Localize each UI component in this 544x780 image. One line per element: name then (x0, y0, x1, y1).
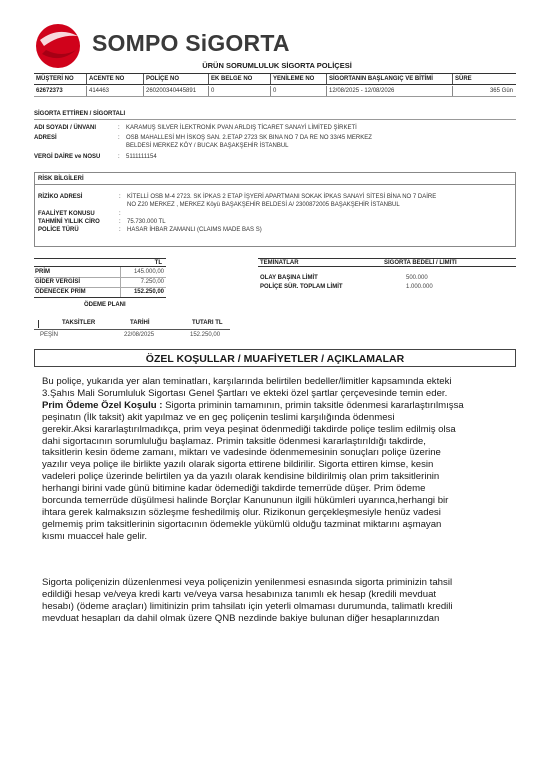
colon: : (119, 227, 121, 233)
insured-address-line1: OSB MAHALLESİ MH İSKOŞ SAN. 2.ETAP 2723 SK BINA NO 7 DA RE NO 33/45 MERKEZ (126, 135, 372, 141)
text-line: ihtara gerek kalmaksızın sözleşme feshedilmiş olur. Rizikonun gerçekleşmesiyle henüz vadesi (42, 506, 441, 518)
text-line (42, 400, 506, 412)
coverage-row-value: 500.000 (406, 275, 428, 281)
colon: : (118, 154, 120, 160)
qnb-notice-text (42, 577, 506, 625)
text-line: vadeleri poliçe üzerinde belirtilen ya da yazılı olarak kendisine bildirilmiş olan prim taksitlerinin (42, 471, 440, 483)
insured-address-label: ADRESİ (34, 135, 57, 141)
special-conditions-title: ÖZEL KOŞULLAR / MUAFİYETLER / AÇIKLAMALAR (145, 353, 405, 365)
col-renewal-no: YENİLEME NO (271, 74, 327, 84)
col-agent-no: ACENTE NO (87, 74, 144, 84)
col-policy-no: POLİÇE NO (144, 74, 209, 84)
colon: : (119, 194, 121, 200)
installments-header: TAKSİTLER (62, 320, 96, 326)
text-line: hesabı) (ödeme araçları) limitinizin prim tahsilatı için yeterli olmaması durumunda, talimatlı kredili (42, 600, 453, 612)
customer-no-value: 62672373 (34, 86, 87, 96)
col-customer-no: MÜŞTERİ NO (34, 74, 87, 84)
divider (34, 119, 516, 120)
amount-header: TUTARI TL (192, 320, 223, 326)
document-title: ÜRÜN SORUMLULUK SİGORTA POLİÇESİ (202, 61, 352, 70)
amount-value: 152.250,00 (190, 332, 221, 338)
renewal-no-value: 0 (271, 86, 327, 96)
premium-currency: TL (154, 260, 162, 266)
colon: : (119, 219, 121, 225)
special-conditions-text (42, 376, 506, 543)
special-conditions-box (34, 349, 516, 367)
policy-type-value: HASAR İHBAR ZAMANLI (CLAIMS MADE BAS S) (127, 227, 262, 233)
policy-no-value: 260200340445891 (144, 86, 209, 96)
tax-office-value: 5111111154 (126, 154, 157, 160)
colon: : (118, 135, 120, 141)
tax-label: GİDER VERGİSİ (35, 279, 81, 285)
coverage-header (258, 258, 516, 267)
date-header: TARİHİ (130, 320, 150, 326)
period-value: 12/08/2025 - 12/08/2026 (327, 86, 453, 96)
divider (34, 329, 230, 330)
text-line: dahi sigortacının sorumluluğu başlamaz. Primin taksitle ödenmesi kararlaştırıldığı takdirde, (42, 435, 426, 447)
revenue-value: 75.730.000 TL (127, 219, 166, 225)
duration-value: 365 Gün (489, 88, 513, 94)
text-line: peşinatın (İlk taksit) akit yapılmaz ve en geç poliçenin teslimi karşılığında ödenmesi (42, 411, 395, 423)
tax-office-label: VERGİ DAİRE ve NOSU (34, 154, 101, 160)
text-line: mevduat hesapları da dahil olmak üzere QNB nezdinde bakiye bulunan diğer hesaplarınızdan (42, 612, 440, 624)
text-line: 3.Şahıs Mali Sorumluluk Sigortası Genel Şartları ve ekteki özel şartlar çerçevesinde temin eder. (42, 387, 448, 399)
payment-condition-heading: Prim Ödeme Özel Koşulu : (42, 399, 163, 411)
endorsement-no-value: 0 (209, 86, 271, 96)
premium-table (34, 258, 166, 300)
coverage-table (258, 258, 516, 300)
payable-value: 152.250,00 (133, 289, 164, 295)
risk-section-title: RİSK BİLGİLERİ (38, 176, 84, 182)
premium-value: 145.000,00 (133, 269, 164, 275)
policy-values-row (34, 86, 516, 97)
colon: : (118, 125, 120, 131)
risk-address-line1: KİTELLİ OSB M-4 2723. SK İPKAS 2 ETAP İŞYERİ APARTMANI SOKAK İPKAS SANAYİ SİTESİ BİNA NO 7 DAİRE (127, 194, 437, 200)
text-line: edildiği hesap ve/veya kredi kartı ve/veya varsa hesabınıza tanımlı ek hesap (kredili mevduat (42, 588, 437, 600)
premium-label: PRİM (35, 269, 50, 275)
divider (120, 267, 121, 297)
tax-value: 7.250,00 (140, 279, 164, 285)
revenue-label: TAHMİNİ YILLIK CİRO (38, 219, 100, 225)
brand-name: SOMPO SiGORTA (92, 30, 290, 56)
installment-value: PEŞİN (40, 332, 59, 338)
coverage-col-right: SİGORTA BEDELİ / LİMİTİ (384, 260, 457, 266)
text-line: gerekir.Aksi kararlaştırılmadıkça, prim veya peşinat ödenmediği takdirde poliçe teslim edilmiş olsa (42, 423, 456, 435)
payment-plan-table (34, 318, 234, 340)
risk-section (34, 172, 516, 247)
divider (35, 184, 515, 185)
text-line: Sigorta priminin tamamının, primin taksitle ödenmesi kararlaştırılmışsa (162, 399, 464, 411)
insured-name-label: ADI SOYADI / ÜNVANI (34, 125, 97, 131)
text-line: taksitlerin kesin ödeme zamanı, miktarı ve vadesinde ödenmemesinin sonuçları poliçe üzerine (42, 447, 441, 459)
agent-no-value: 414463 (87, 86, 144, 96)
text-line: herhangi birini vade günü bitimine kadar ödemediği takdirde temerrüde düşer. Prim ödeme (42, 483, 426, 495)
text-line: Sigorta poliçenizin düzenlenmesi veya poliçenizin yenilenmesi esnasında sigorta priminizin tahsil (42, 577, 453, 588)
risk-address-line2: NO Z20 MERKEZ , MERKEZ Köyü BAŞAKŞEHİR BELDESİ A/ 2300872005 BAŞAKŞEHİR İSTANBUL (127, 202, 400, 208)
policy-type-label: POLİCE TÜRÜ (38, 227, 79, 233)
premium-header (34, 258, 166, 267)
col-endorsement-no: EK BELGE NO (209, 74, 271, 84)
text-line: gelmemiş prim taksitlerinin sigortacının ödemekle yükümlü olduğu tazminat miktarını aşmayan (42, 518, 442, 530)
divider (38, 320, 39, 328)
policy-header-table (34, 73, 516, 97)
colon: : (119, 211, 121, 217)
date-value: 22/08/2025 (124, 332, 155, 338)
payment-plan-title: ÖDEME PLANI (84, 302, 126, 308)
risk-address-label: RİZİKO ADRESİ (38, 194, 83, 200)
insured-name-value: KARAMUŞ SILVER İLEKTRONİK PVAN ARLDIŞ TİCARET SANAYİ LİMİTED ŞİRKETİ (126, 125, 357, 131)
coverage-col-left: TEMİNATLAR (260, 260, 299, 266)
activity-label: FAALİYET KONUSU (38, 211, 95, 217)
text-line: borcunda temerrüde düşülmesi halinde Borçlar Kanununun ilgili hükümleri uyarınca,herhangi bir (42, 495, 449, 507)
coverage-row-value: 1.000.000 (406, 284, 433, 290)
col-duration: SÜRE (455, 76, 472, 82)
payable-row (34, 287, 166, 298)
insured-address-line2: BELDESİ MERKEZ KÖY / BUCAK BAŞAKŞEHİR İSTANBUL (126, 143, 289, 149)
col-period: SİGORTANIN BAŞLANGIÇ VE BİTİMİ (327, 74, 453, 84)
text-line: kısmı muacceł hale gelir. (42, 530, 148, 542)
text-line: yazılır veya poliçe ile birlikte yazılı olarak sigorta ettirene bildirilir. Sigorta ettiren kimse, kesin (42, 459, 434, 471)
insured-section (34, 110, 516, 165)
insured-section-title: SİGORTA ETTİREN / SİGORTALI (34, 111, 126, 117)
text-line: Bu poliçe, yukarıda yer alan teminatları, karşılarında belirtilen bedeller/limitler kapsamında ekteki (42, 376, 452, 387)
policy-header-row (34, 73, 516, 85)
coverage-row-label: POLİÇE SÜR. TOPLAM LİMİT (260, 284, 343, 290)
payable-label: ÖDENECEK PRİM (35, 289, 86, 295)
coverage-row-label: OLAY BAŞINA LİMİT (260, 275, 318, 281)
